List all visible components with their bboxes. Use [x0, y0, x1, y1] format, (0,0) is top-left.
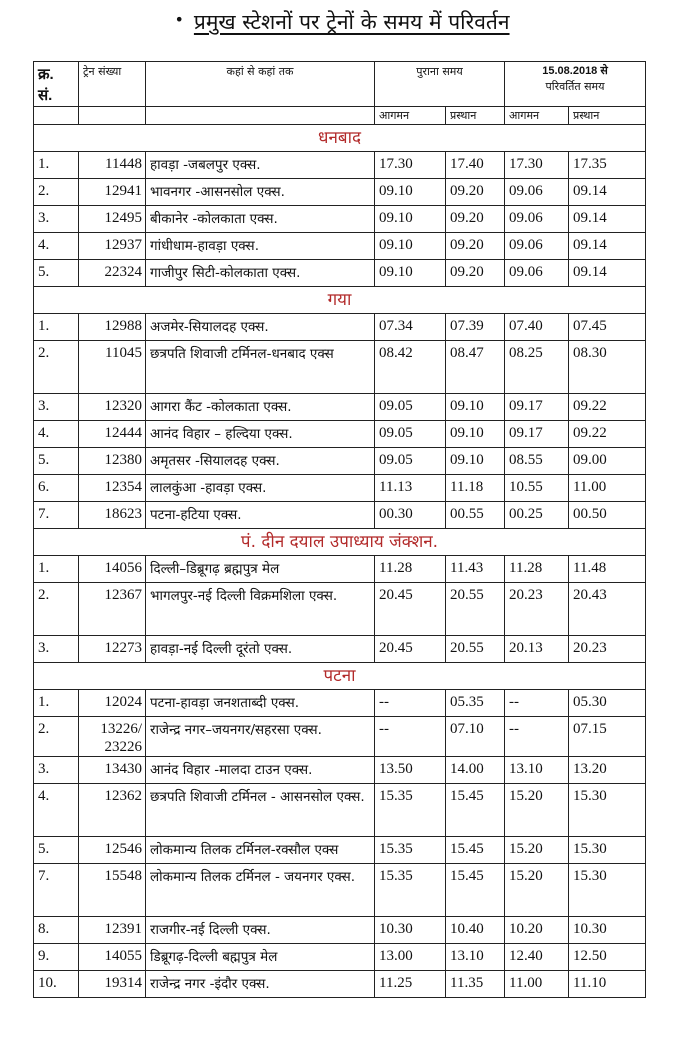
new-departure: 12.50	[569, 944, 646, 971]
table-row	[34, 717, 646, 757]
route-name: पटना-हटिया एक्स.	[146, 502, 375, 529]
new-departure: 15.30	[569, 864, 646, 917]
train-number: 12495	[79, 206, 146, 233]
serial-number: 2.	[34, 341, 79, 394]
train-number: 22324	[79, 260, 146, 287]
old-arrival: 09.05	[375, 421, 446, 448]
new-arrival: 09.17	[505, 394, 569, 421]
new-arrival: 13.10	[505, 757, 569, 784]
serial-number: 1.	[34, 152, 79, 179]
serial-number: 3.	[34, 394, 79, 421]
new-arrival: 12.40	[505, 944, 569, 971]
subheader-empty	[34, 107, 79, 125]
old-departure: 14.00	[446, 757, 505, 784]
new-departure: 15.30	[569, 837, 646, 864]
old-arrival: --	[375, 717, 446, 757]
route-name: राजेन्द्र नगर–जयनगर/सहरसा एक्स.	[146, 717, 375, 757]
new-departure: 07.45	[569, 314, 646, 341]
station-header-row	[34, 529, 646, 556]
header-route: कहां से कहां तक	[146, 62, 375, 107]
subheader-new-departure: प्रस्थान	[569, 107, 646, 125]
route-name: गाजीपुर सिटी-कोलकाता एक्स.	[146, 260, 375, 287]
serial-number: 1.	[34, 690, 79, 717]
serial-number: 5.	[34, 448, 79, 475]
table-row	[34, 502, 646, 529]
new-departure: 11.10	[569, 971, 646, 998]
old-departure: 20.55	[446, 636, 505, 663]
route-name: अजमेर-सियालदह एक्स.	[146, 314, 375, 341]
serial-number: 2.	[34, 583, 79, 636]
old-departure: 09.10	[446, 394, 505, 421]
new-departure: 00.50	[569, 502, 646, 529]
train-number: 12024	[79, 690, 146, 717]
route-name: लालकुंआ -हावड़ा एक्स.	[146, 475, 375, 502]
train-number: 15548	[79, 864, 146, 917]
train-number: 12380	[79, 448, 146, 475]
old-departure: 09.20	[446, 233, 505, 260]
train-number: 12444	[79, 421, 146, 448]
subheader-old-departure: प्रस्थान	[446, 107, 505, 125]
new-departure: 10.30	[569, 917, 646, 944]
new-arrival: 10.55	[505, 475, 569, 502]
old-departure: 09.20	[446, 260, 505, 287]
station-header-row	[34, 287, 646, 314]
header-new-time	[505, 62, 646, 107]
train-number: 12937	[79, 233, 146, 260]
serial-number: 8.	[34, 917, 79, 944]
serial-number: 5.	[34, 837, 79, 864]
old-arrival: 09.10	[375, 179, 446, 206]
old-arrival: 20.45	[375, 583, 446, 636]
old-departure: 11.43	[446, 556, 505, 583]
serial-number: 7.	[34, 864, 79, 917]
table-row	[34, 152, 646, 179]
old-arrival: 10.30	[375, 917, 446, 944]
new-departure: 08.30	[569, 341, 646, 394]
serial-number: 3.	[34, 206, 79, 233]
old-arrival: 20.45	[375, 636, 446, 663]
header-new-time-label: परिवर्तित समय	[545, 80, 605, 93]
title-text: प्रमुख स्टेशनों पर ट्रेनों के समय में परिवर्तन	[193, 10, 510, 34]
new-departure: 07.15	[569, 717, 646, 757]
new-arrival: 15.20	[505, 864, 569, 917]
table-row	[34, 448, 646, 475]
table-row	[34, 341, 646, 394]
new-departure: 09.14	[569, 260, 646, 287]
old-departure: 08.47	[446, 341, 505, 394]
serial-number: 6.	[34, 475, 79, 502]
new-departure: 11.00	[569, 475, 646, 502]
old-departure: 10.40	[446, 917, 505, 944]
header-row	[34, 62, 646, 107]
new-departure: 09.14	[569, 179, 646, 206]
table-row	[34, 917, 646, 944]
old-departure: 09.10	[446, 448, 505, 475]
table-row	[34, 260, 646, 287]
serial-number: 1.	[34, 556, 79, 583]
bullet-icon: •	[174, 10, 184, 29]
old-departure: 09.20	[446, 179, 505, 206]
train-number: 14055	[79, 944, 146, 971]
station-name: धनबाद	[34, 125, 646, 152]
header-serial-line2: सं.	[38, 87, 53, 104]
old-arrival: 13.50	[375, 757, 446, 784]
train-number: 13430	[79, 757, 146, 784]
route-name: लोकमान्य तिलक टर्मिनल - जयनगर एक्स.	[146, 864, 375, 917]
old-arrival: 11.13	[375, 475, 446, 502]
old-departure: 13.10	[446, 944, 505, 971]
new-arrival: 09.06	[505, 206, 569, 233]
train-number: 11045	[79, 341, 146, 394]
new-departure: 09.00	[569, 448, 646, 475]
serial-number: 4.	[34, 784, 79, 837]
serial-number: 7.	[34, 502, 79, 529]
route-name: हावड़ा -जबलपुर एक्स.	[146, 152, 375, 179]
old-departure: 11.35	[446, 971, 505, 998]
new-departure: 09.22	[569, 394, 646, 421]
station-name: पटना	[34, 663, 646, 690]
subheader-old-arrival: आगमन	[375, 107, 446, 125]
train-number: 12988	[79, 314, 146, 341]
route-name: आगरा कैंट -कोलकाता एक्स.	[146, 394, 375, 421]
route-name: भावनगर -आसनसोल एक्स.	[146, 179, 375, 206]
old-arrival: 00.30	[375, 502, 446, 529]
route-name: दिल्ली–डिब्रूगढ़ ब्रह्मपुत्र मेल	[146, 556, 375, 583]
new-arrival: 07.40	[505, 314, 569, 341]
subheader-empty	[146, 107, 375, 125]
old-departure: 07.10	[446, 717, 505, 757]
new-arrival: 10.20	[505, 917, 569, 944]
timetable	[33, 61, 646, 998]
serial-number: 2.	[34, 717, 79, 757]
new-arrival: 08.55	[505, 448, 569, 475]
new-arrival: 09.17	[505, 421, 569, 448]
serial-number: 9.	[34, 944, 79, 971]
old-departure: 09.20	[446, 206, 505, 233]
route-name: पटना-हावड़ा जनशताब्दी एक्स.	[146, 690, 375, 717]
table-row	[34, 837, 646, 864]
header-train-no: ट्रेन संख्या	[79, 62, 146, 107]
route-name: लोकमान्य तिलक टर्मिनल-रक्सौल एक्स	[146, 837, 375, 864]
old-arrival: 07.34	[375, 314, 446, 341]
table-row	[34, 206, 646, 233]
header-serial-line1: क्र.	[38, 66, 54, 83]
old-arrival: 11.25	[375, 971, 446, 998]
new-arrival: 17.30	[505, 152, 569, 179]
new-arrival: 11.28	[505, 556, 569, 583]
old-arrival: 13.00	[375, 944, 446, 971]
train-number: 14056	[79, 556, 146, 583]
new-departure: 20.43	[569, 583, 646, 636]
route-name: हावड़ा-नई दिल्ली दूरंतो एक्स.	[146, 636, 375, 663]
serial-number: 5.	[34, 260, 79, 287]
table-row	[34, 421, 646, 448]
old-arrival: 09.05	[375, 448, 446, 475]
route-name: भागलपुर-नई दिल्ली विक्रमशिला एक्स.	[146, 583, 375, 636]
new-arrival: 09.06	[505, 260, 569, 287]
old-departure: 00.55	[446, 502, 505, 529]
route-name: अमृतसर -सियालदह एक्स.	[146, 448, 375, 475]
station-header-row	[34, 663, 646, 690]
table-row	[34, 864, 646, 917]
train-number: 11448	[79, 152, 146, 179]
serial-number: 2.	[34, 179, 79, 206]
new-arrival: 15.20	[505, 837, 569, 864]
route-name: छत्रपति शिवाजी टर्मिनल-धनबाद एक्स	[146, 341, 375, 394]
route-name: डिब्रूगढ़-दिल्ली बह्मपुत्र मेल	[146, 944, 375, 971]
station-name: पं. दीन दयाल उपाध्याय जंक्शन.	[34, 529, 646, 556]
table-row	[34, 971, 646, 998]
train-number: 13226/ 23226	[79, 717, 146, 757]
subheader-empty	[79, 107, 146, 125]
serial-number: 3.	[34, 636, 79, 663]
station-header-row	[34, 125, 646, 152]
table-row	[34, 944, 646, 971]
train-number: 12354	[79, 475, 146, 502]
old-departure: 15.45	[446, 837, 505, 864]
train-number: 12941	[79, 179, 146, 206]
old-arrival: 15.35	[375, 784, 446, 837]
header-old-time: पुराना समय	[375, 62, 505, 107]
old-departure: 09.10	[446, 421, 505, 448]
new-departure: 09.22	[569, 421, 646, 448]
new-arrival: 20.23	[505, 583, 569, 636]
train-number: 12362	[79, 784, 146, 837]
page-title	[0, 8, 684, 36]
old-arrival: 09.10	[375, 206, 446, 233]
new-arrival: --	[505, 717, 569, 757]
header-new-time-date: 15.08.2018 से	[542, 65, 608, 77]
old-departure: 07.39	[446, 314, 505, 341]
table-row	[34, 394, 646, 421]
new-departure: 13.20	[569, 757, 646, 784]
old-arrival: 09.10	[375, 233, 446, 260]
new-departure: 09.14	[569, 206, 646, 233]
train-number: 12273	[79, 636, 146, 663]
train-number: 12367	[79, 583, 146, 636]
new-arrival: 20.13	[505, 636, 569, 663]
route-name: आनंद विहार -मालदा टाउन एक्स.	[146, 757, 375, 784]
table-row	[34, 233, 646, 260]
table-row	[34, 690, 646, 717]
new-arrival: 08.25	[505, 341, 569, 394]
new-departure: 09.14	[569, 233, 646, 260]
old-arrival: 17.30	[375, 152, 446, 179]
header-serial	[34, 62, 79, 107]
new-arrival: 11.00	[505, 971, 569, 998]
new-arrival: 15.20	[505, 784, 569, 837]
new-departure: 15.30	[569, 784, 646, 837]
new-arrival: 09.06	[505, 233, 569, 260]
train-number: 12391	[79, 917, 146, 944]
old-departure: 17.40	[446, 152, 505, 179]
old-arrival: 08.42	[375, 341, 446, 394]
old-arrival: 09.05	[375, 394, 446, 421]
table-row	[34, 556, 646, 583]
serial-number: 3.	[34, 757, 79, 784]
serial-number: 4.	[34, 233, 79, 260]
serial-number: 1.	[34, 314, 79, 341]
old-departure: 15.45	[446, 864, 505, 917]
table-row	[34, 636, 646, 663]
table-row	[34, 784, 646, 837]
subheader-row	[34, 107, 646, 125]
route-name: राजेन्द्र नगर -इंदौर एक्स.	[146, 971, 375, 998]
station-name: गया	[34, 287, 646, 314]
train-number: 12320	[79, 394, 146, 421]
route-name: राजगीर-नई दिल्ली एक्स.	[146, 917, 375, 944]
serial-number: 4.	[34, 421, 79, 448]
old-departure: 20.55	[446, 583, 505, 636]
new-arrival: 00.25	[505, 502, 569, 529]
route-name: आनंद विहार – हल्दिया एक्स.	[146, 421, 375, 448]
old-arrival: 15.35	[375, 864, 446, 917]
old-departure: 05.35	[446, 690, 505, 717]
new-arrival: --	[505, 690, 569, 717]
old-departure: 11.18	[446, 475, 505, 502]
serial-number: 10.	[34, 971, 79, 998]
old-arrival: 09.10	[375, 260, 446, 287]
route-name: छत्रपति शिवाजी टर्मिनल - आसनसोल एक्स.	[146, 784, 375, 837]
old-arrival: 11.28	[375, 556, 446, 583]
new-departure: 20.23	[569, 636, 646, 663]
new-departure: 05.30	[569, 690, 646, 717]
old-departure: 15.45	[446, 784, 505, 837]
train-number: 18623	[79, 502, 146, 529]
train-number: 12546	[79, 837, 146, 864]
new-arrival: 09.06	[505, 179, 569, 206]
train-number: 19314	[79, 971, 146, 998]
table-row	[34, 757, 646, 784]
old-arrival: --	[375, 690, 446, 717]
route-name: बीकानेर -कोलकाता एक्स.	[146, 206, 375, 233]
table-row	[34, 314, 646, 341]
new-departure: 11.48	[569, 556, 646, 583]
table-row	[34, 179, 646, 206]
new-departure: 17.35	[569, 152, 646, 179]
route-name: गांधीधाम-हावड़ा एक्स.	[146, 233, 375, 260]
old-arrival: 15.35	[375, 837, 446, 864]
subheader-new-arrival: आगमन	[505, 107, 569, 125]
table-row	[34, 475, 646, 502]
table-row	[34, 583, 646, 636]
